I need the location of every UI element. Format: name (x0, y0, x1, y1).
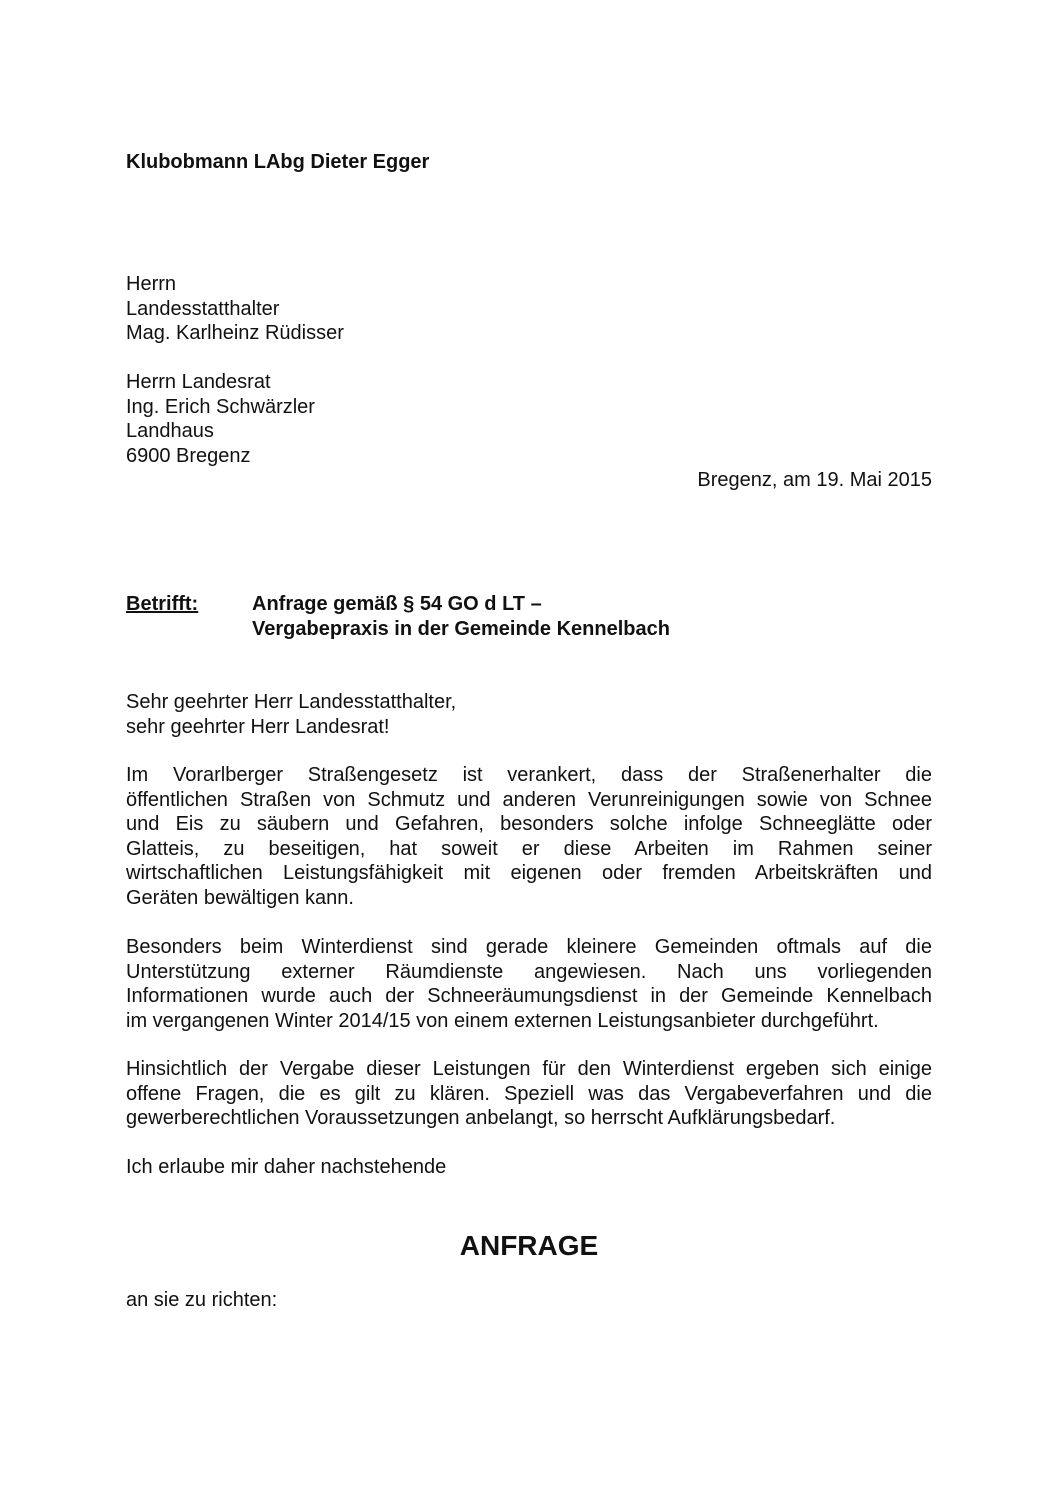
text-line: Glatteis, zu beseitigen, hat soweit er diese Arbeiten im Rahmen seiner (126, 837, 932, 860)
text-line: im vergangenen Winter 2014/15 von einem externen Leistungsanbieter durchgeführt. (126, 1009, 879, 1032)
paragraph-4: Ich erlaube mir daher nachstehende (126, 1156, 447, 1178)
text-line: gewerberechtlichen Voraussetzungen anbelangt, so herrscht Aufklärungsbedarf. (126, 1107, 836, 1130)
text-line: offene Fragen, die es gilt zu klären. Speziell was das Vergabeverfahren und die (126, 1082, 932, 1105)
salutation-line: sehr geehrter Herr Landesrat! (126, 715, 390, 738)
text-line: Geräten bewältigen kann. (126, 886, 354, 909)
recipient-name: Mag. Karlheinz Rüdisser (126, 322, 344, 345)
anfrage-heading: ANFRAGE (459, 1230, 599, 1261)
text-line: öffentlichen Straßen von Schmutz und anderen Verunreinigungen sowie von Schnee (126, 788, 932, 811)
recipient-city: 6900 Bregenz (126, 444, 251, 467)
text-line: und Eis zu säubern und Gefahren, besonders solche infolge Schneeglätte oder (126, 813, 932, 836)
paragraph-3 (126, 1057, 932, 1131)
subject-label: Betrifft: (126, 593, 199, 615)
recipient-title: Landesstatthalter (126, 297, 280, 320)
text-line: Unterstützung externer Räumdienste angewiesen. Nach uns vorliegenden (126, 960, 932, 983)
text-line: Im Vorarlberger Straßengesetz ist verankert, dass der Straßenerhalter die (126, 764, 932, 786)
recipient-block-1 (126, 272, 344, 346)
salutation (126, 690, 932, 739)
salutation-line: Sehr geehrter Herr Landesstatthalter, (126, 691, 457, 713)
sender-name: Klubobmann LAbg Dieter Egger (126, 151, 430, 173)
closing-line: an sie zu richten: (126, 1289, 278, 1311)
recipient-salutation: Herrn (126, 273, 177, 295)
text-line: wirtschaftlichen Leistungsfähigkeit mit eigenen oder fremden Arbeitskräften und (126, 862, 932, 885)
text-line: Informationen wurde auch der Schneeräumungsdienst in der Gemeinde Kennelbach (126, 985, 932, 1008)
text-line: Besonders beim Winterdienst sind gerade kleinere Gemeinden oftmals auf die (126, 936, 932, 958)
recipient-block-2 (126, 370, 315, 468)
recipient-name: Ing. Erich Schwärzler (126, 395, 315, 418)
paragraph-2 (126, 935, 932, 1033)
subject-line: Vergabepraxis in der Gemeinde Kennelbach (252, 618, 670, 640)
subject-text (252, 592, 670, 642)
subject-line: Anfrage gemäß § 54 GO d LT – (252, 593, 542, 615)
recipient-building: Landhaus (126, 420, 214, 443)
text-line: Hinsichtlich der Vergabe dieser Leistungen für den Winterdienst ergeben sich einige (126, 1058, 932, 1080)
date-line: Bregenz, am 19. Mai 2015 (697, 469, 932, 491)
recipient-salutation: Herrn Landesrat (126, 371, 271, 393)
paragraph-1 (126, 763, 932, 911)
